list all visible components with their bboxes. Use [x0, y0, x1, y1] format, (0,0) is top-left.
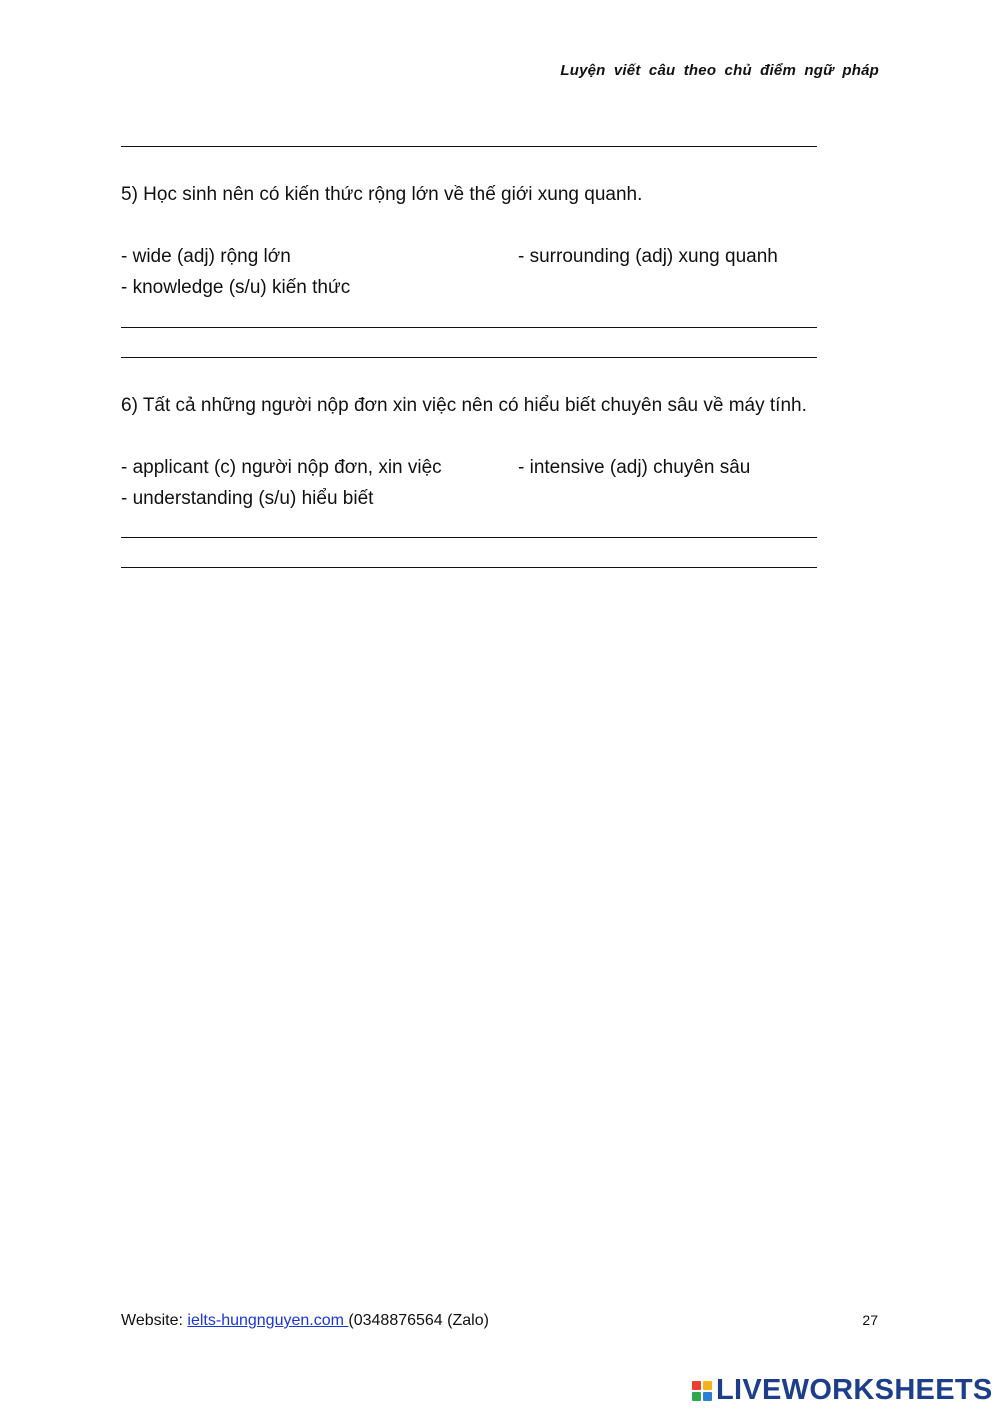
exercise-6-prompt: 6) Tất cả những người nộp đơn xin việc nên có hiểu biết chuyên sâu về máy tính.	[121, 395, 807, 416]
page-number: 27	[862, 1312, 878, 1328]
page-header-title: Luyện viết câu theo chủ điểm ngữ pháp	[560, 62, 879, 79]
logo-block	[703, 1381, 712, 1390]
logo-block	[692, 1381, 701, 1390]
vocab-item: - surrounding (adj) xung quanh	[518, 246, 778, 267]
vocab-item: - wide (adj) rộng lớn	[121, 246, 291, 267]
liveworksheets-brand[interactable]	[692, 1374, 993, 1407]
exercise-5-prompt: 5) Học sinh nên có kiến thức rộng lớn về thế giới xung quanh.	[121, 184, 643, 205]
answer-line[interactable]	[121, 567, 817, 568]
footer-website	[121, 1312, 489, 1330]
vocab-item: - applicant (c) người nộp đơn, xin việc	[121, 457, 442, 478]
answer-line[interactable]	[121, 146, 817, 147]
logo-block	[703, 1392, 712, 1401]
vocab-item: - understanding (s/u) hiểu biết	[121, 488, 374, 509]
brand-name: LIVEWORKSHEETS	[716, 1374, 993, 1406]
answer-line[interactable]	[121, 327, 817, 328]
vocab-item: - knowledge (s/u) kiến thức	[121, 277, 351, 298]
vocab-item: - intensive (adj) chuyên sâu	[518, 457, 751, 478]
footer-label: Website:	[121, 1312, 188, 1329]
liveworksheets-logo-icon	[692, 1381, 712, 1401]
answer-line[interactable]	[121, 357, 817, 358]
answer-line[interactable]	[121, 537, 817, 538]
website-link[interactable]: ielts-hungnguyen.com	[187, 1312, 349, 1329]
logo-block	[692, 1392, 701, 1401]
footer-contact: (0348876564 (Zalo)	[348, 1312, 489, 1329]
